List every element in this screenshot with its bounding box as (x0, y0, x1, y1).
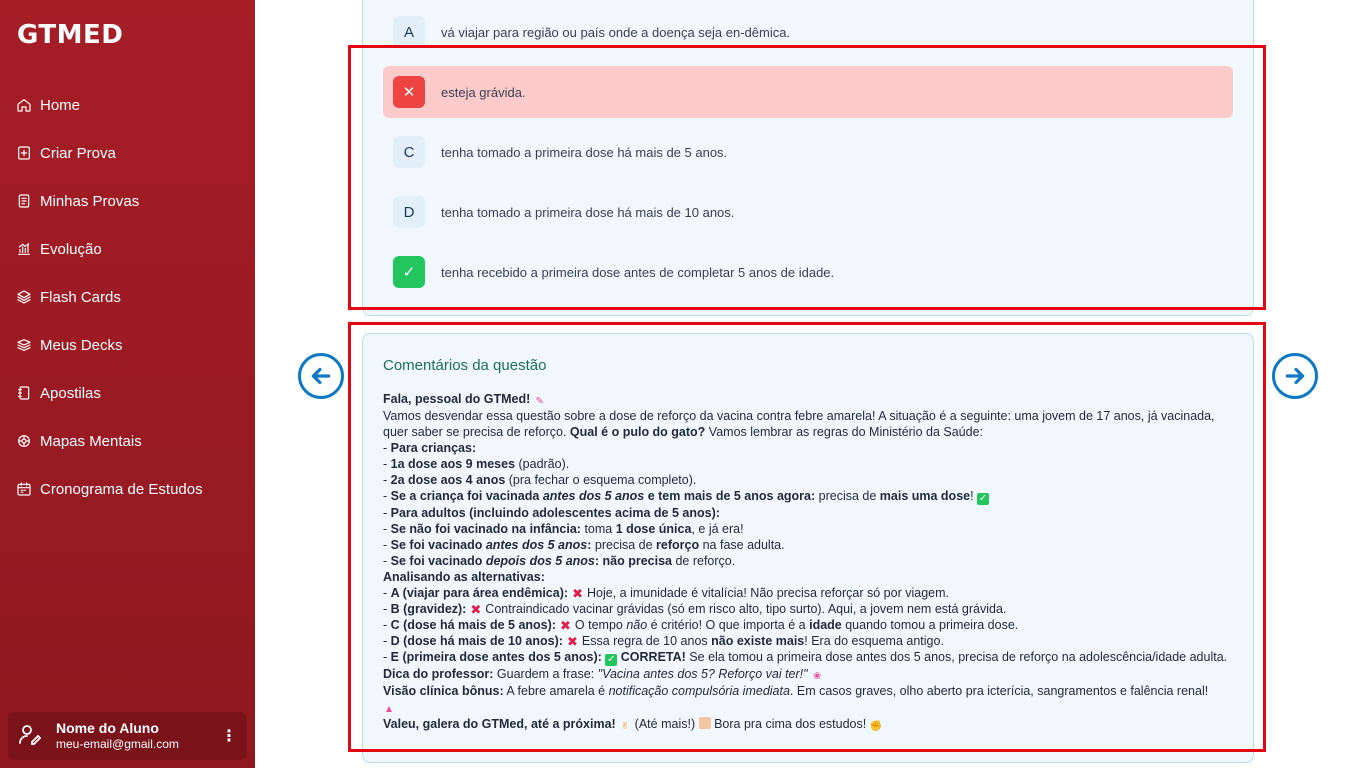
sidebar-item-label: Evolução (40, 240, 102, 258)
comments-body (383, 391, 1233, 733)
syringe-icon: ✎ (535, 396, 544, 407)
previous-question-button[interactable] (298, 353, 344, 399)
check-icon: ✓ (393, 256, 425, 288)
arrow-left-icon (308, 363, 334, 389)
comment-line: Fala, pessoal do GTMed! ✎ (383, 392, 544, 407)
option-text: vá viajar para região ou país onde a doença seja en-dêmica. (441, 24, 791, 40)
sidebar-item-label: Cronograma de Estudos (40, 480, 203, 498)
comment-line: - C (dose há mais de 5 anos): ✖ O tempo não é critério! O que importa é a idade quando tomou a primeira dose. (383, 618, 1019, 633)
question-card (362, 0, 1254, 316)
comment-line: - Para crianças: (383, 441, 477, 455)
comment-line: Visão clínica bônus: A febre amarela é notificação compulsória imediata. Em casos graves, olho aberto pra icterícia, sangramentos e falência renal! (383, 684, 1209, 698)
comment-line: Dica do professor: Guardem a frase: "Vacina antes dos 5? Reforço vai ter!" ❀ (383, 667, 822, 682)
comments-card (362, 333, 1254, 763)
comment-line: - 2a dose aos 4 anos (pra fechar o esquema completo). (383, 473, 697, 487)
cross-mark-icon: ✖ (560, 618, 571, 633)
sidebar-nav (0, 81, 255, 513)
check-mark-icon: ✓ (607, 654, 616, 665)
arrow-right-icon (1282, 363, 1308, 389)
user-avatar-icon (18, 722, 42, 751)
comment-line: - Se a criança foi vacinada antes dos 5 anos e tem mais de 5 anos agora: precisa de mais uma dose! ✓ (383, 489, 988, 504)
user-profile[interactable] (8, 712, 247, 760)
thumbs-up-icon: ✌ (621, 721, 630, 732)
sidebar-item-home[interactable] (0, 81, 255, 129)
sidebar-item-label: Apostilas (40, 384, 101, 402)
comment-line (383, 699, 1233, 716)
stack-icon (16, 337, 32, 353)
flexed-arm-icon: ✊ (869, 721, 883, 732)
home-icon (16, 97, 32, 113)
cross-mark-icon: ✖ (566, 634, 578, 649)
sidebar-item-label: Meus Decks (40, 336, 123, 354)
sidebar-item-label: Home (40, 96, 81, 114)
sidebar-item-mapas-mentais[interactable] (0, 417, 255, 465)
comment-line: Valeu, galera do GTMed, até a próxima! ✌ (Até mais!) Bora pra cima dos estudos! ✊ (383, 717, 883, 732)
comment-line: - E (primeira dose antes dos 5 anos): ✓ CORRETA! Se ela tomou a primeira dose antes dos 5 anos, precisa de reforço na adolescência/idade adulta. (383, 650, 1228, 665)
comment-line: - 1a dose aos 9 meses (padrão). (383, 457, 570, 471)
cross-mark-icon: ✖ (572, 586, 583, 601)
comment-line: - B (gravidez): ✖ Contraindicado vacinar grávidas (só em risco alto, tipo surto). Aqui, a jovem nem está grávida. (383, 602, 1007, 617)
user-email: meu-email@gmail.com (56, 737, 179, 751)
user-name: Nome do Aluno (56, 720, 159, 736)
brain-icon: ❀ (812, 671, 822, 682)
option-e-correct[interactable] (383, 246, 1233, 298)
wrong-x-icon: ✕ (393, 76, 425, 108)
comment-line: - A (viajar para área endêmica): ✖ Hoje, a imunidade é vitalícia! Não precisa reforçar só por viagem. (383, 586, 949, 601)
option-text: tenha recebido a primeira dose antes de completar 5 anos de idade. (441, 264, 835, 280)
skin-tone-icon (699, 717, 711, 729)
logo[interactable]: GTMED (17, 20, 124, 50)
sidebar-item-label: Minhas Provas (40, 192, 140, 210)
cross-mark-icon: ✖ (470, 602, 482, 617)
sidebar-item-cronograma[interactable] (0, 465, 255, 513)
option-a[interactable] (383, 6, 1233, 58)
document-icon (16, 193, 32, 209)
option-letter: D (393, 196, 425, 228)
sidebar-item-apostilas[interactable] (0, 369, 255, 417)
comment-line: - Se não foi vacinado na infância: toma 1 dose única, e já era! (383, 522, 744, 536)
sidebar (0, 0, 255, 768)
option-c[interactable] (383, 126, 1233, 178)
sidebar-item-minhas-provas[interactable] (0, 177, 255, 225)
bar-chart-icon (16, 241, 32, 257)
calendar-icon (16, 481, 32, 497)
plus-square-icon (16, 145, 32, 161)
sidebar-item-flash-cards[interactable] (0, 273, 255, 321)
option-b-wrong[interactable] (383, 66, 1233, 118)
option-text: esteja grávida. (441, 84, 526, 100)
sidebar-item-label: Mapas Mentais (40, 432, 142, 450)
check-mark-icon: ✓ (978, 493, 988, 504)
sidebar-item-meus-decks[interactable] (0, 321, 255, 369)
sidebar-item-label: Criar Prova (40, 144, 116, 162)
comment-line: - Para adultos (incluindo adolescentes acima de 5 anos): (383, 506, 720, 520)
option-letter: A (393, 16, 425, 48)
alert-icon: ▲ (384, 704, 394, 715)
comment-line: - D (dose há mais de 10 anos): ✖ Essa regra de 10 anos não existe mais! Era do esquema antigo. (383, 634, 944, 649)
user-info (56, 720, 179, 752)
mind-map-icon (16, 433, 32, 449)
sidebar-item-evolucao[interactable] (0, 225, 255, 273)
sidebar-item-criar-prova[interactable] (0, 129, 255, 177)
comments-title: Comentários da questão (383, 357, 547, 374)
comment-line: Analisando as alternativas: (383, 570, 545, 584)
next-question-button[interactable] (1272, 353, 1318, 399)
comment-line: Vamos desvendar essa questão sobre a dose de reforço da vacina contra febre amarela! A situação é a seguinte: uma jovem de 17 anos, já vacinada, quer saber se precisa de reforço. Qual é o pulo do gato? Vamos lembrar as regras do Ministério da Saúde: (383, 409, 1215, 439)
option-d[interactable] (383, 186, 1233, 238)
option-text: tenha tomado a primeira dose há mais de 10 anos. (441, 204, 735, 220)
sidebar-item-label: Flash Cards (40, 288, 121, 306)
option-text: tenha tomado a primeira dose há mais de 5 anos. (441, 144, 728, 160)
comment-line: - Se foi vacinado depois dos 5 anos: não precisa de reforço. (383, 554, 736, 568)
notebook-icon (16, 385, 32, 401)
more-options-icon[interactable]: ⋮ (221, 728, 237, 745)
layers-icon (16, 289, 32, 305)
comment-line: - Se foi vacinado antes dos 5 anos: precisa de reforço na fase adulta. (383, 538, 785, 552)
option-letter: C (393, 136, 425, 168)
